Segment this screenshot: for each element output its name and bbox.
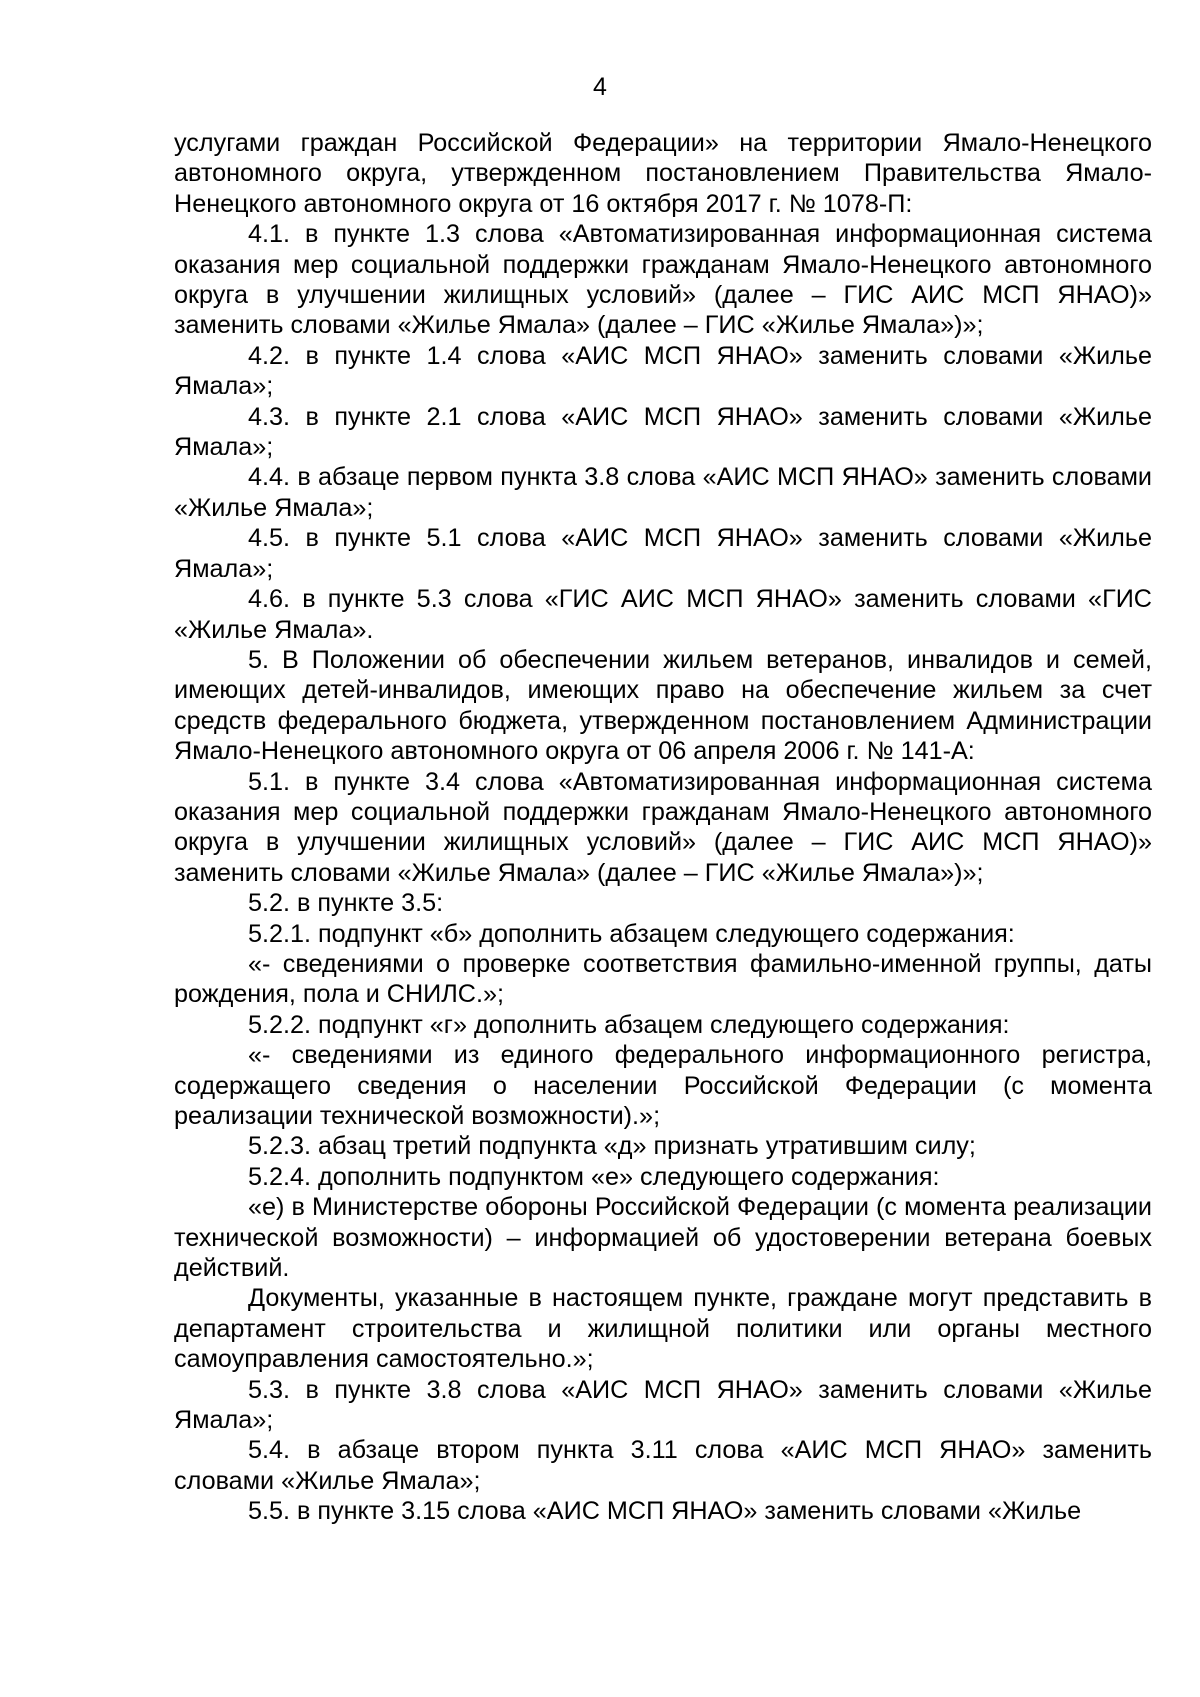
paragraph: 5.2.1. подпункт «б» дополнить абзацем следующего содержания:	[248, 919, 1015, 948]
paragraph: 4.5. в пункте 5.1 слова «АИС МСП ЯНАО» заменить словами «Жилье Ямала»;	[174, 524, 1152, 583]
paragraph: 5.4. в абзаце втором пункта 3.11 слова «АИС МСП ЯНАО» заменить словами «Жилье Ямала»;	[174, 1436, 1152, 1495]
paragraph: «е) в Министерстве обороны Российской Федерации (с момента реализации технической возможности) – информацией об удостоверении ветерана боевых действий.	[174, 1193, 1152, 1283]
paragraph: 5. В Положении об обеспечении жильем ветеранов, инвалидов и семей, имеющих детей-инвалидов, имеющих право на обеспечение жильем за счет средств федерального бюджета, утвержденном постановлением Администрации Ямало-Ненецкого автономного округа от 06 апреля 2006 г. № 141-А:	[174, 645, 1152, 766]
paragraph: 4.1. в пункте 1.3 слова «Автоматизированная информационная система оказания мер социальной поддержки гражданам Ямало-Ненецкого автономного округа в улучшении жилищных условий» (далее – ГИС АИС МСП ЯНАО)» заменить словами «Жилье Ямала» (далее – ГИС «Жилье Ямала»)»;	[174, 220, 1152, 340]
paragraph: услугами граждан Российской Федерации» на территории Ямало-Ненецкого автономного округа, утвержденном постановлением Правительства Ямало-Ненецкого автономного округа от 16 октября 2017 г. № 1078-П:	[174, 129, 1152, 218]
paragraph: 5.1. в пункте 3.4 слова «Автоматизированная информационная система оказания мер социальной поддержки гражданам Ямало-Ненецкого автономного округа в улучшении жилищных условий» (далее – ГИС АИС МСП ЯНАО)» заменить словами «Жилье Ямала» (далее – ГИС «Жилье Ямала»)»;	[174, 767, 1152, 887]
paragraph: 5.3. в пункте 3.8 слова «АИС МСП ЯНАО» заменить словами «Жилье Ямала»;	[174, 1375, 1152, 1435]
paragraph: 4.2. в пункте 1.4 слова «АИС МСП ЯНАО» заменить словами «Жилье Ямала»;	[174, 341, 1152, 401]
paragraph: 4.4. в абзаце первом пункта 3.8 слова «АИС МСП ЯНАО» заменить словами «Жилье Ямала»;	[174, 463, 1152, 522]
paragraph: 5.5. в пункте 3.15 слова «АИС МСП ЯНАО» заменить словами «Жилье	[248, 1497, 1082, 1526]
paragraph: 5.2.4. дополнить подпунктом «е» следующего содержания:	[248, 1162, 940, 1191]
paragraph: 4.3. в пункте 2.1 слова «АИС МСП ЯНАО» заменить словами «Жилье Ямала»;	[174, 402, 1152, 462]
paragraph: 5.2. в пункте 3.5:	[248, 889, 444, 918]
paragraph: 5.2.3. абзац третий подпункта «д» признать утратившим силу;	[248, 1132, 976, 1161]
paragraph: 5.2.2. подпункт «г» дополнить абзацем следующего содержания:	[248, 1010, 1010, 1039]
page-number: 4	[593, 73, 607, 101]
paragraph: «- сведениями о проверке соответствия фамильно-именной группы, даты рождения, пола и СНИЛС.»;	[174, 949, 1152, 1009]
paragraph: Документы, указанные в настоящем пункте, граждане могут представить в департамент строительства и жилищной политики или органы местного самоуправления самостоятельно.»;	[174, 1284, 1152, 1374]
document-body	[174, 128, 1152, 1527]
paragraph: «- сведениями из единого федерального информационного регистра, содержащего сведения о населении Российской Федерации (с момента реализации технической возможности).»;	[174, 1041, 1152, 1130]
paragraph: 4.6. в пункте 5.3 слова «ГИС АИС МСП ЯНАО» заменить словами «ГИС «Жилье Ямала».	[174, 585, 1152, 644]
